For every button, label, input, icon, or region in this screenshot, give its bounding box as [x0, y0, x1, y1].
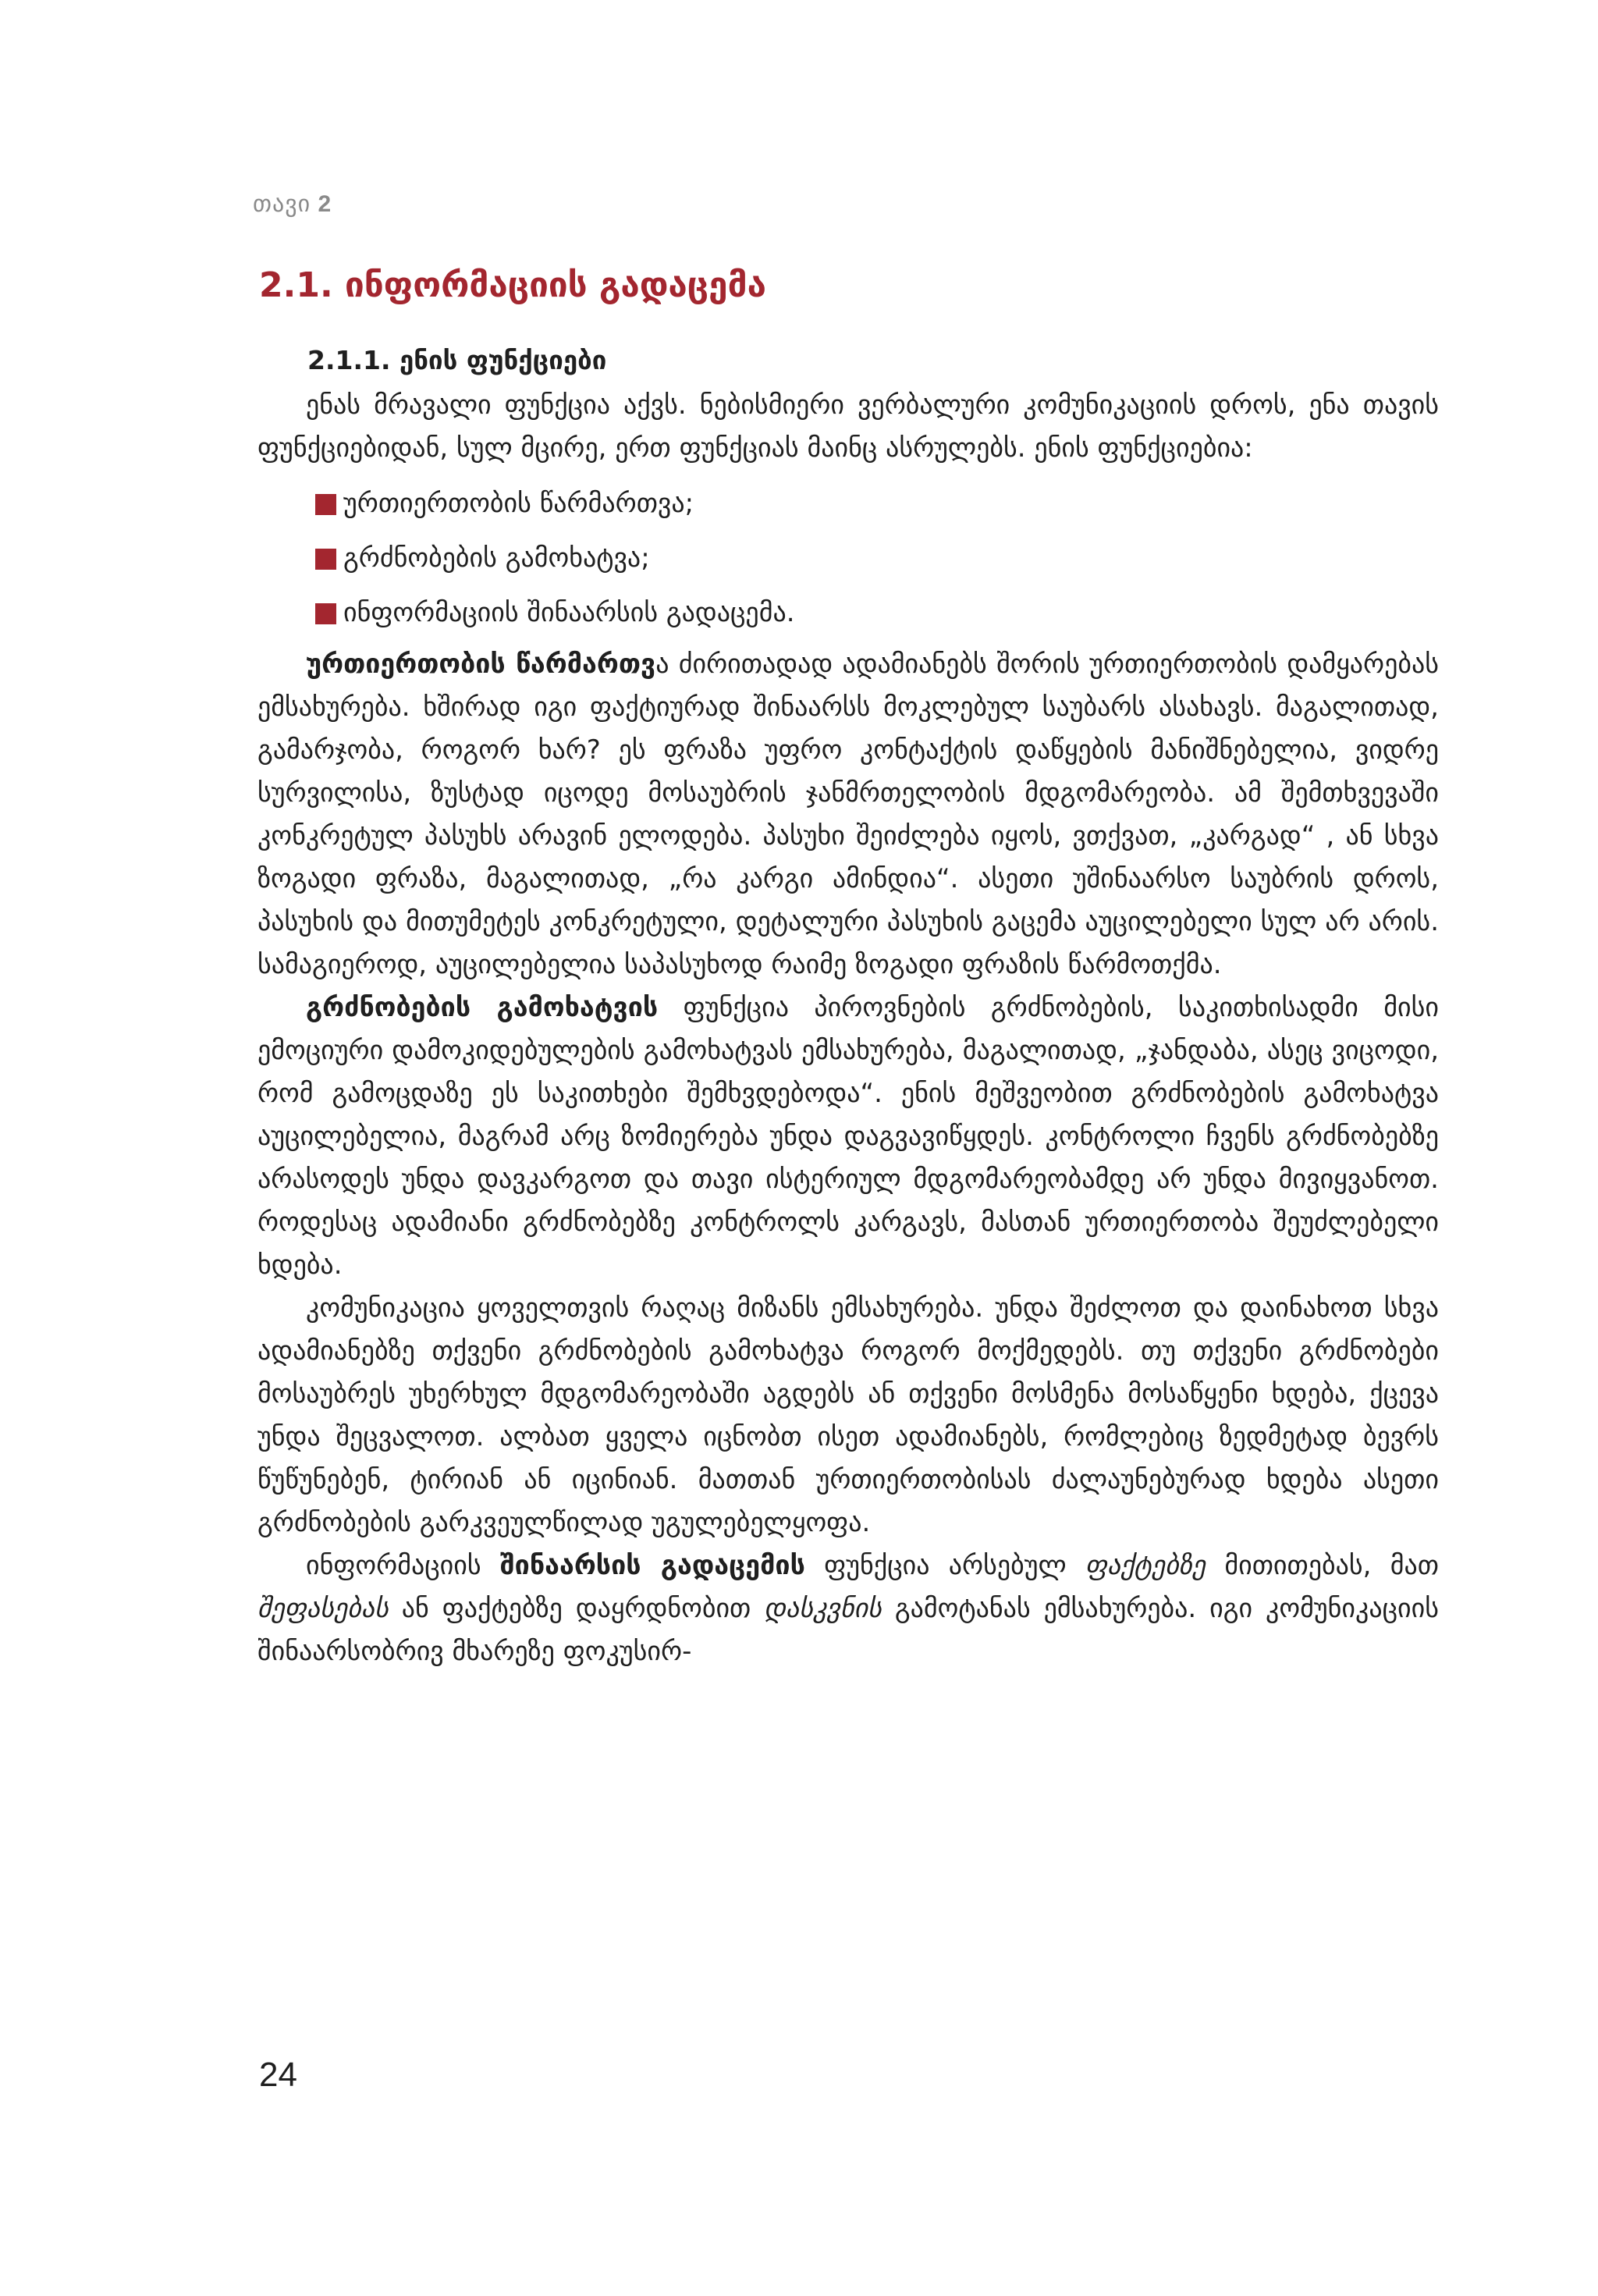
square-bullet-icon [315, 494, 336, 515]
paragraph-feelings [257, 986, 1439, 1287]
paragraph-text: ინფორმაციის [306, 1550, 500, 1581]
paragraph-text: ფუნქცია პიროვნების გრძნობების, საკითხისადმი მისი ემოციური დამოკიდებულების გამოხატვას ემსახურება, მაგალითად, „ჯანდაბა, ასეც ვიცოდი, რომ გამოცდაზე ეს საკითხები შემხვდებოდა“. ენის მეშვეობით გრძნობების გამოხატვა აუცილებელია, მაგრამ არც ზომიერება უნდა დაგვავიწყდეს. კონტროლი ჩვენს გრძნობებზე არასოდეს უნდა დავკარგოთ და თავი ისტერიულ მდგომარეობამდე არ უნდა მივიყვანოთ. როდესაც ადამიანი გრძნობებზე კონტროლს კარგავს, მასთან ურთიერთობა შეუძლებელი ხდება. [257, 992, 1439, 1281]
paragraph-text: ა ძირითადად ადამიანებს შორის ურთიერთობის დამყარებას ემსახურება. ხშირად იგი ფაქტიურად შინაარსს მოკლებულ საუბარს ასახავს. მაგალითად, გამარჯობა, როგორ ხარ? ეს ფრაზა უფრო კონტაქტის დაწყების მანიშნებელია, ვიდრე სურვილისა, ზუსტად იცოდე მოსაუბრის ჯანმრთელობის მდგომარეობა. ამ შემთხვევაში კონკრეტულ პასუხს არავინ ელოდება. პასუხი შეიძლება იყოს, ვთქვათ, „კარგად“ , ან სხვა ზოგადი ფრაზა, მაგალითად, „რა კარგი ამინდია“. ასეთი უშინაარსო საუბრის დროს, პასუხის და მითუმეტეს კონკრეტული, დეტალური პასუხის გაცემა აუცილებელი სულ არ არის. სამაგიეროდ, აუცილებელია საპასუხოდ რაიმე ზოგადი ფრაზის წარმოთქმა. [257, 649, 1440, 980]
paragraph-text: მითითებას, მათ [1206, 1550, 1439, 1581]
square-bullet-icon [315, 603, 336, 624]
list-item [257, 534, 1439, 582]
paragraph-relationship [257, 643, 1439, 986]
emph-conclusion: დასკვნის [764, 1593, 882, 1624]
paragraph-content [257, 1544, 1439, 1673]
body-text [257, 384, 1439, 1673]
list-item-text: გრძნობების გამოხატვა; [343, 542, 650, 574]
paragraph-communication: კომუნიკაცია ყოველთვის რაღაც მიზანს ემსახურება. უნდა შეძლოთ და დაინახოთ სხვა ადამიანებზე თქვენი გრძნობების გამოხატვა როგორ მოქმედებს. თუ თქვენი გრძნობები მოსაუბრეს უხერხულ მდგომარეობაში აგდებს ან თქვენი მოსმენა მოსაწყენი ხდება, ქცევა უნდა შეცვალოთ. ალბათ ყველა იცნობთ ისეთ ადამიანებს, რომლებიც ზედმეტად ბევრს წუწუნებენ, ტირიან ან იცინიან. მათთან ურთიერთობისას ძალაუნებურად ხდება ასეთი გრძნობების გარკვეულწილად უგულებელყოფა. [257, 1292, 1439, 1538]
list-item-text: ურთიერთობის წარმართვა; [343, 488, 694, 519]
emph-facts: ფაქტებზე [1085, 1550, 1206, 1581]
paragraph-text: გამოტანას ემსახურება. იგი კომუნიკაციის შინაარსობრივ მხარეზე ფოკუსირ- [257, 1593, 1439, 1667]
chapter-number: 2 [318, 191, 332, 217]
list-item [257, 479, 1439, 528]
paragraph-text: ფუნქცია არსებულ [804, 1550, 1085, 1581]
chapter-word: თავი [253, 191, 311, 217]
term-relationship: ურთიერთობის წარმართვ [306, 649, 656, 680]
section-title: 2.1. ინფორმაციის გადაცემა [259, 265, 766, 305]
term-content: შინაარსის გადაცემის [499, 1550, 805, 1581]
paragraph-text: ან ფაქტებზე დაყრდნობით [388, 1593, 765, 1624]
intro-paragraph: ენას მრავალი ფუნქცია აქვს. ნებისმიერი ვერბალური კომუნიკაციის დროს, ენა თავის ფუნქციებიდან, სულ მცირე, ერთ ფუნქციას მაინც ასრულებს. ენის ფუნქციებია: [257, 389, 1439, 464]
list-item-text: ინფორმაციის შინაარსის გადაცემა. [343, 597, 795, 628]
subsection-title: 2.1.1. ენის ფუნქციები [307, 345, 607, 375]
square-bullet-icon [315, 549, 336, 570]
list-item [257, 588, 1439, 637]
term-feelings: გრძნობების გამოხატვის [306, 992, 659, 1023]
emph-evaluation: შეფასებას [257, 1593, 389, 1624]
function-list [257, 479, 1439, 637]
page-number: 24 [259, 2056, 297, 2094]
chapter-label [253, 190, 332, 218]
